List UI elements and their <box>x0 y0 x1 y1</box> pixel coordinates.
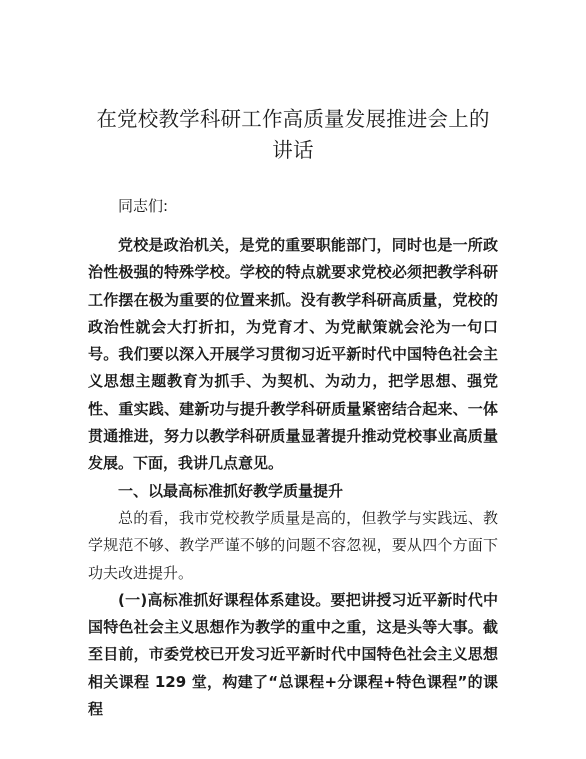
subsection-paragraph: (一)高标准抓好课程体系建设。要把讲授习近平新时代中国特色社会主义思想作为教学的重中之重，这是头等大事。截至目前，市委党校已开发习近平新时代中国特色社会主义思想相关课程 129 堂，构建了“总课程+分课程+特色课程”的课程 <box>88 590 498 719</box>
section-heading: 一、以最高标准抓好教学质量提升 <box>118 481 344 500</box>
paragraph-intro: 党校是政治机关，是党的重要职能部门，同时也是一所政治性极强的特殊学校。学校的特点就要求党校必须把教学科研工作摆在极为重要的位置来抓。没有教学科研高质量，党校的政治性就会大打折扣，为党育才、为党献策就会沦为一句口号。我们要以深入开展学习贯彻习近平新时代中国特色社会主义思想主题教育为抓手、为契机、为动力，把学思想、强党性、重实践、建新功与提升教学科研质量紧密结合起来、一体贯通推进，努力以教学科研质量显著提升推动党校事业高质量发展。下面，我讲几点意见。 <box>88 236 498 473</box>
document-title: 在党校教学科研工作高质量发展推进会上的讲话 <box>96 107 490 162</box>
salutation: 同志们: <box>118 197 169 215</box>
section-paragraph: 总的看，我市党校教学质量是高的，但教学与实践远、教学规范不够、教学严谨不够的问题不容忽视，要从四个方面下功夫改进提升。 <box>88 508 498 582</box>
